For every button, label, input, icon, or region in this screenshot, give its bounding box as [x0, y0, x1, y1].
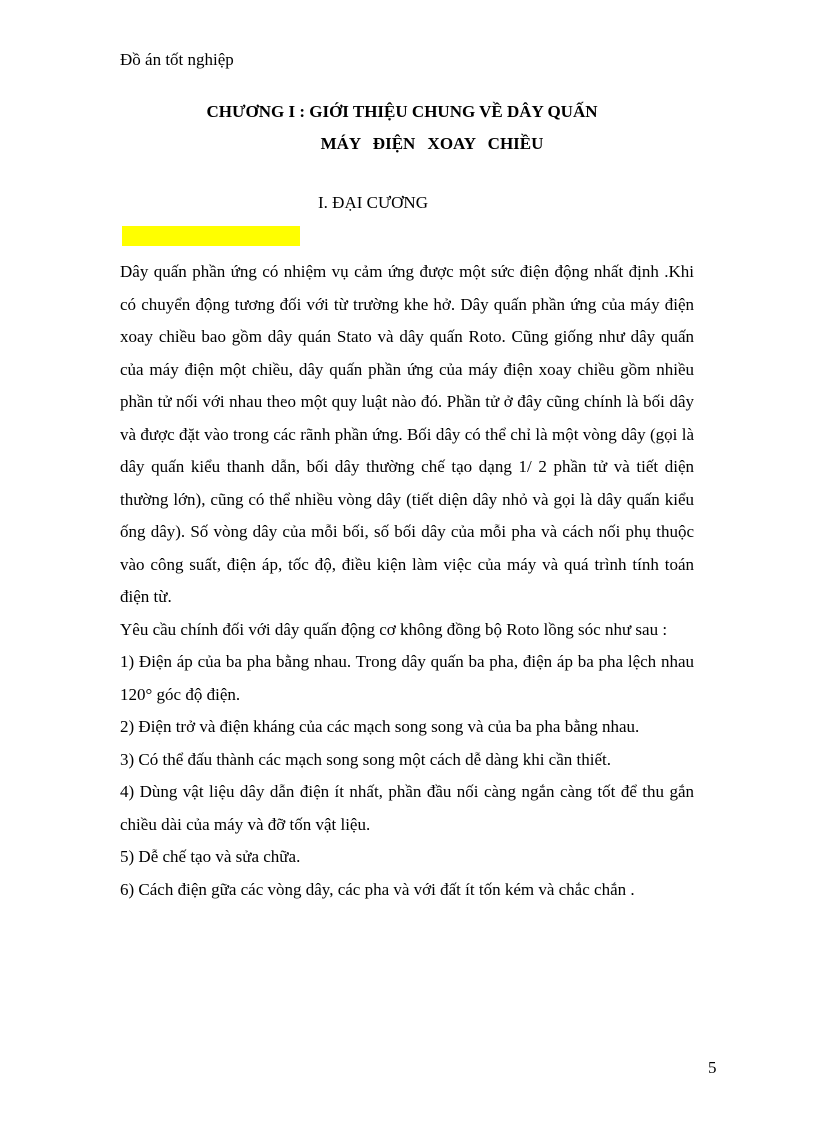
- yellow-highlight-mark: [122, 226, 300, 246]
- page-number: 5: [708, 1058, 717, 1077]
- chapter-title-line-2: MÁY ĐIỆN XOAY CHIỀU: [320, 134, 544, 153]
- paragraph-intro: Dây quấn phần ứng có nhiệm vụ cảm ứng được một sức điện động nhất định .Khi có chuyển động tương đối với từ trường khe hở. Dây quấn phần ứng của máy điện xoay chiều bao gồm dây quán Stato và dây quấn Roto. Cũng giống như dây quấn của máy điện một chiều, dây quấn phần ứng của máy điện xoay chiều gồm nhiều phần tử nối với nhau theo một quy luật nào đó. Phần tử ở đây cũng chính là bối dây và được đặt vào trong các rãnh phần ứng. Bối dây có thể chỉ là một vòng dây (gọi là dây quấn kiểu thanh dẫn, bối dây thường chế tạo dạng 1/ 2 phần tử và tiết diện thường lớn), cũng có thể nhiều vòng dây (tiết diện dây nhỏ và gọi là dây quấn kiểu ống dây). Số vòng dây của mỗi bối, số bối dây của mỗi pha và cách nối phụ thuộc vào công suất, điện áp, tốc độ, điều kiện làm việc của máy và quá trình tính toán điện từ.: [120, 262, 694, 606]
- chapter-title: [120, 96, 684, 160]
- requirement-item-3: 3) Có thể đấu thành các mạch song song một cách dễ dàng khi cần thiết.: [120, 749, 611, 769]
- requirement-item-2: 2) Điện trở và điện kháng của các mạch song song và của ba pha bằng nhau.: [120, 717, 640, 736]
- chapter-title-line-1: CHƯƠNG I : GIỚI THIỆU CHUNG VỀ DÂY QUẤN: [206, 102, 598, 121]
- requirement-item-1: 1) Điện áp của ba pha bằng nhau. Trong dây quấn ba pha, điện áp ba pha lệch nhau 120° góc độ điện.: [120, 652, 694, 704]
- requirement-item-6: 6) Cách điện gữa các vòng dây, các pha và với đất ít tốn kém và chắc chắn .: [120, 879, 635, 899]
- section-title: I. ĐẠI CƯƠNG: [318, 193, 428, 212]
- body-text: [120, 256, 694, 906]
- requirement-item-4: 4) Dùng vật liệu dây dẫn điện ít nhất, phần đầu nối càng ngắn càng tốt để thu gắn chiều dài của máy và đỡ tốn vật liệu.: [120, 782, 694, 834]
- running-header: Đồ án tốt nghiệp: [120, 50, 234, 69]
- paragraph-requirements: Yêu cầu chính đối với dây quấn động cơ không đồng bộ Roto lồng sóc như sau :: [120, 619, 668, 639]
- requirement-item-5: 5) Dễ chế tạo và sửa chữa.: [120, 847, 301, 866]
